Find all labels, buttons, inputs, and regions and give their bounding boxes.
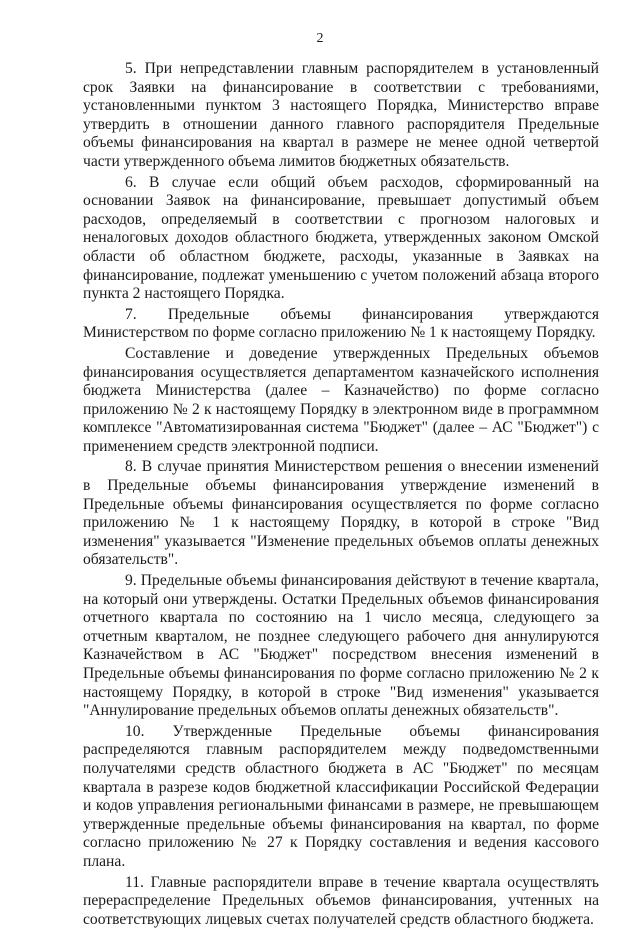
document-body [83, 60, 599, 929]
paragraph-item-10: 10. Утвержденные Предельные объемы финансирования распределяются главным распорядителем между подведомственными получателями средств областного бюджета в АС "Бюджет" по месяцам квартала в разрезе кодов бюджетной классификации Российской Федерации и кодов управления региональными финансами в размере, не превышающем утвержденные предельные объемы финансирования на квартал, по форме согласно приложению № 27 к Порядку составления и ведения кассового плана. [83, 722, 599, 870]
paragraph-item-9: 9. Предельные объемы финансирования действуют в течение квартала, на который они утверждены. Остатки Предельных объемов финансирования отчетного квартала по состоянию на 1 число месяца, следующего за отчетным кварталом, не позднее следующего рабочего дня аннулируются Казначейством в АС "Бюджет" посредством внесения изменений в Предельные объемы финансирования по форме согласно приложению № 2 к настоящему Порядку, в которой в строке "Вид изменения" указывается "Аннулирование предельных объемов оплаты денежных обязательств". [83, 572, 599, 720]
paragraph-item-11: 11. Главные распорядители вправе в течение квартала осуществлять перераспределение Предельных объемов финансирования, учтенных на соответствующих лицевых счетах получателей средств областного бюджета. [83, 873, 599, 928]
paragraph-item-6: 6. В случае если общий объем расходов, сформированный на основании Заявок на финансирование, превышает допустимый объем расходов, определяемый в соответствии с прогнозом налоговых и неналоговых доходов областного бюджета, утвержденных законом Омской области об областном бюджете, расходы, указанные в Заявках на финансирование, подлежат уменьшению с учетом положений абзаца второго пункта 2 настоящего Порядка. [83, 173, 599, 303]
paragraph-item-7: 7. Предельные объемы финансирования утверждаются Министерством по форме согласно приложению № 1 к настоящему Порядку. [83, 305, 599, 342]
paragraph-item-8: 8. В случае принятия Министерством решения о внесении изменений в Предельные объемы финансирования утверждение изменений в Предельные объемы финансирования осуществляется по форме согласно приложению № 1 к настоящему Порядку, в которой в строке "Вид изменения" указывается "Изменение предельных объемов оплаты денежных обязательств". [83, 458, 599, 569]
paragraph-item-7-continued: Составление и доведение утвержденных Предельных объемов финансирования осуществляется департаментом казначейского исполнения бюджета Министерства (далее – Казначейство) по форме согласно приложению № 2 к настоящему Порядку в электронном виде в программном комплексе "Автоматизированная система "Бюджет" (далее – АС "Бюджет") с применением средств электронной подписи. [83, 344, 599, 455]
paragraph-item-5: 5. При непредставлении главным распорядителем в установленный срок Заявки на финансирование в соответствии с требованиями, установленными пунктом 3 настоящего Порядка, Министерство вправе утвердить в отношении данного главного распорядителя Предельные объемы финансирования на квартал в размере не менее одной четвертой части утвержденного объема лимитов бюджетных обязательств. [83, 60, 599, 170]
page-number: 2 [316, 31, 324, 46]
